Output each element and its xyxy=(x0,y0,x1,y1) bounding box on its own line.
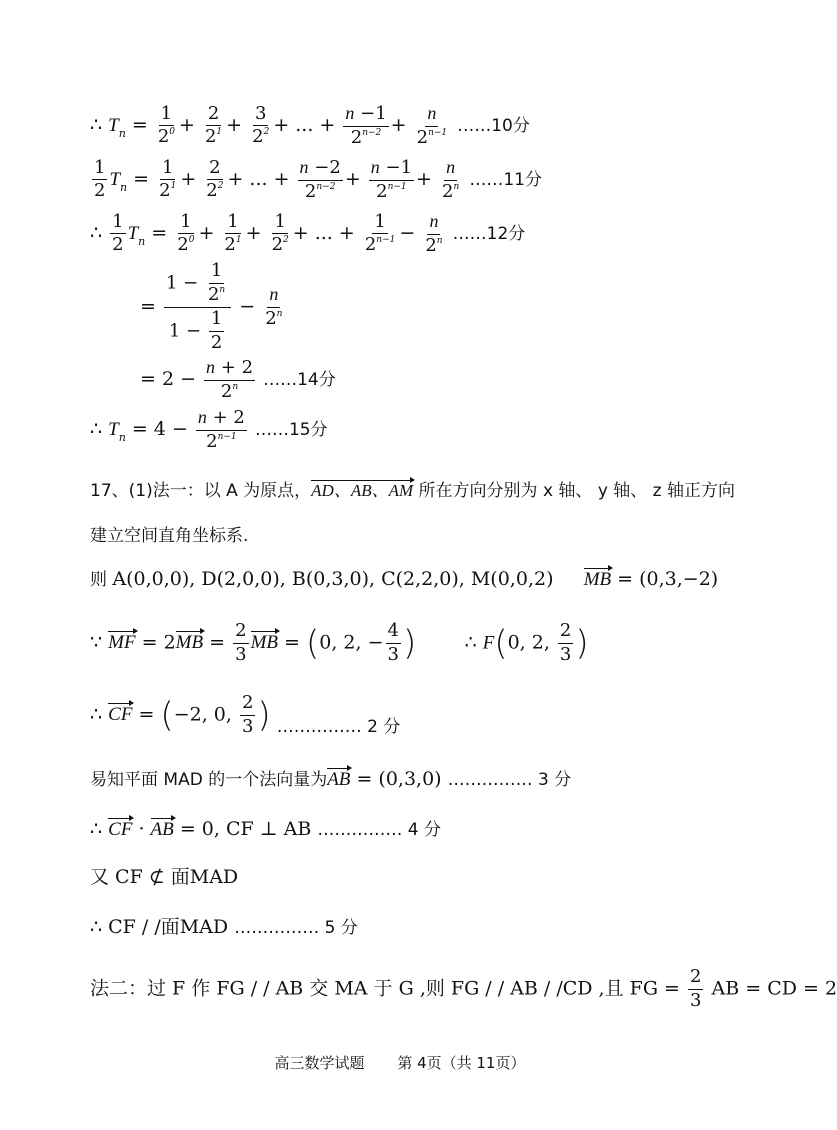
score-2: …………… 2 分 xyxy=(276,717,401,738)
p17-not-in-plane: 又 CF ⊄ 面MAD xyxy=(90,866,239,888)
score-4: …………… 4 分 xyxy=(317,820,441,840)
eq-diff: ∴ $\frac{1}{2}$ $T_n$ = $\frac{1}{2^0}$ + $\frac{1}{2^1}$ + $\frac{1}{2^2}$ + ... + $\frac{1}{2^{n-1}}$ − $\frac{n}{2^n}$ ……12分 xyxy=(90,210,526,256)
p17-cf: ∴ CF = (−2, 0, $\frac{2}{3}$ ) …………… 2 分 xyxy=(90,692,401,738)
score-11: ……11分 xyxy=(469,169,542,190)
footer-title: 高三数学试题 xyxy=(274,1054,365,1072)
score-12: ……12分 xyxy=(452,223,526,244)
eq-result: ∴ $T_n = 4$ − $\frac{n + 2}{2^{n-1}}$ ……15分 xyxy=(90,407,328,452)
score-3: …………… 3 分 xyxy=(447,770,572,790)
eq-simplified: = 2 − $\frac{n + 2}{2^n}$ ……14分 xyxy=(140,357,336,402)
score-10: ……10分 xyxy=(457,115,530,136)
score-14: ……14分 xyxy=(263,369,336,390)
footer-page: 第 4页（共 11页） xyxy=(397,1054,526,1072)
eq-tn: ∴ $T_n$ = $\frac{1}{2^0}$ + $\frac{2}{2^1}$ + $\frac{3}{2^2}$ + ... + $\frac{n -1}{2^{n-2}}$ + $\frac{n}{2^{n-1}}$ ……10分 xyxy=(90,102,530,148)
score-5: …………… 5 分 xyxy=(234,918,358,938)
p17-normal: 易知平面 MAD 的一个法向量为AB = (0,3,0) …………… 3 分 xyxy=(90,768,572,790)
eq-half-tn: $\frac{1}{2}$ $T_n$ = $\frac{1}{2^1}$ + $\frac{2}{2^2}$ + ... + $\frac{n -2}{2^{n-2}}$ + $\frac{n -1}{2^{n-1}}$ + $\frac{n}{2^n}$ ……11分 xyxy=(94,156,542,202)
p17-parallel: ∴ CF / /面MAD …………… 5 分 xyxy=(90,916,358,938)
vector-mb: MB xyxy=(583,569,612,590)
p17-mf: ∵ MF = 2MB = $\frac{2}{3}$ MB = (0, 2, − $\frac{4}{3}$ ) ∴ F(0, 2, $\frac{2}{3}$ ) xyxy=(90,620,589,665)
p17-intro-line2: 建立空间直角坐标系. xyxy=(90,526,249,546)
eq-geometric-sum: = 1 − $\frac{1}{2^n}$ 1 − $\frac{1}{2}$ − $\frac{n}{2^n}$ xyxy=(140,260,283,353)
score-15: ……15分 xyxy=(254,419,328,440)
p17-coords: 则 A(0,0,0), D(2,0,0), B(0,3,0), C(2,2,0), M(0,0,2) MB = (0,3,−2) xyxy=(90,568,719,590)
p17-dot: ∴ CF · AB = 0, CF ⊥ AB …………… 4 分 xyxy=(90,818,441,840)
p17-method2: 法二：过 F 作 FG / / AB 交 MA 于 G ,则 FG / / AB / /CD ,且 FG = $\frac{2}{3}$ AB = CD = 2 xyxy=(90,966,837,1011)
page-footer xyxy=(0,1052,800,1073)
p17-intro: 17、(1)法一：以 A 为原点，AD、AB、AM 所在方向分别为 x 轴、 y 轴、 z 轴正方向 xyxy=(90,481,736,501)
vector-ab: AB xyxy=(327,769,351,790)
vectors-ad-ab-am: AD、AB、AM xyxy=(311,481,414,500)
